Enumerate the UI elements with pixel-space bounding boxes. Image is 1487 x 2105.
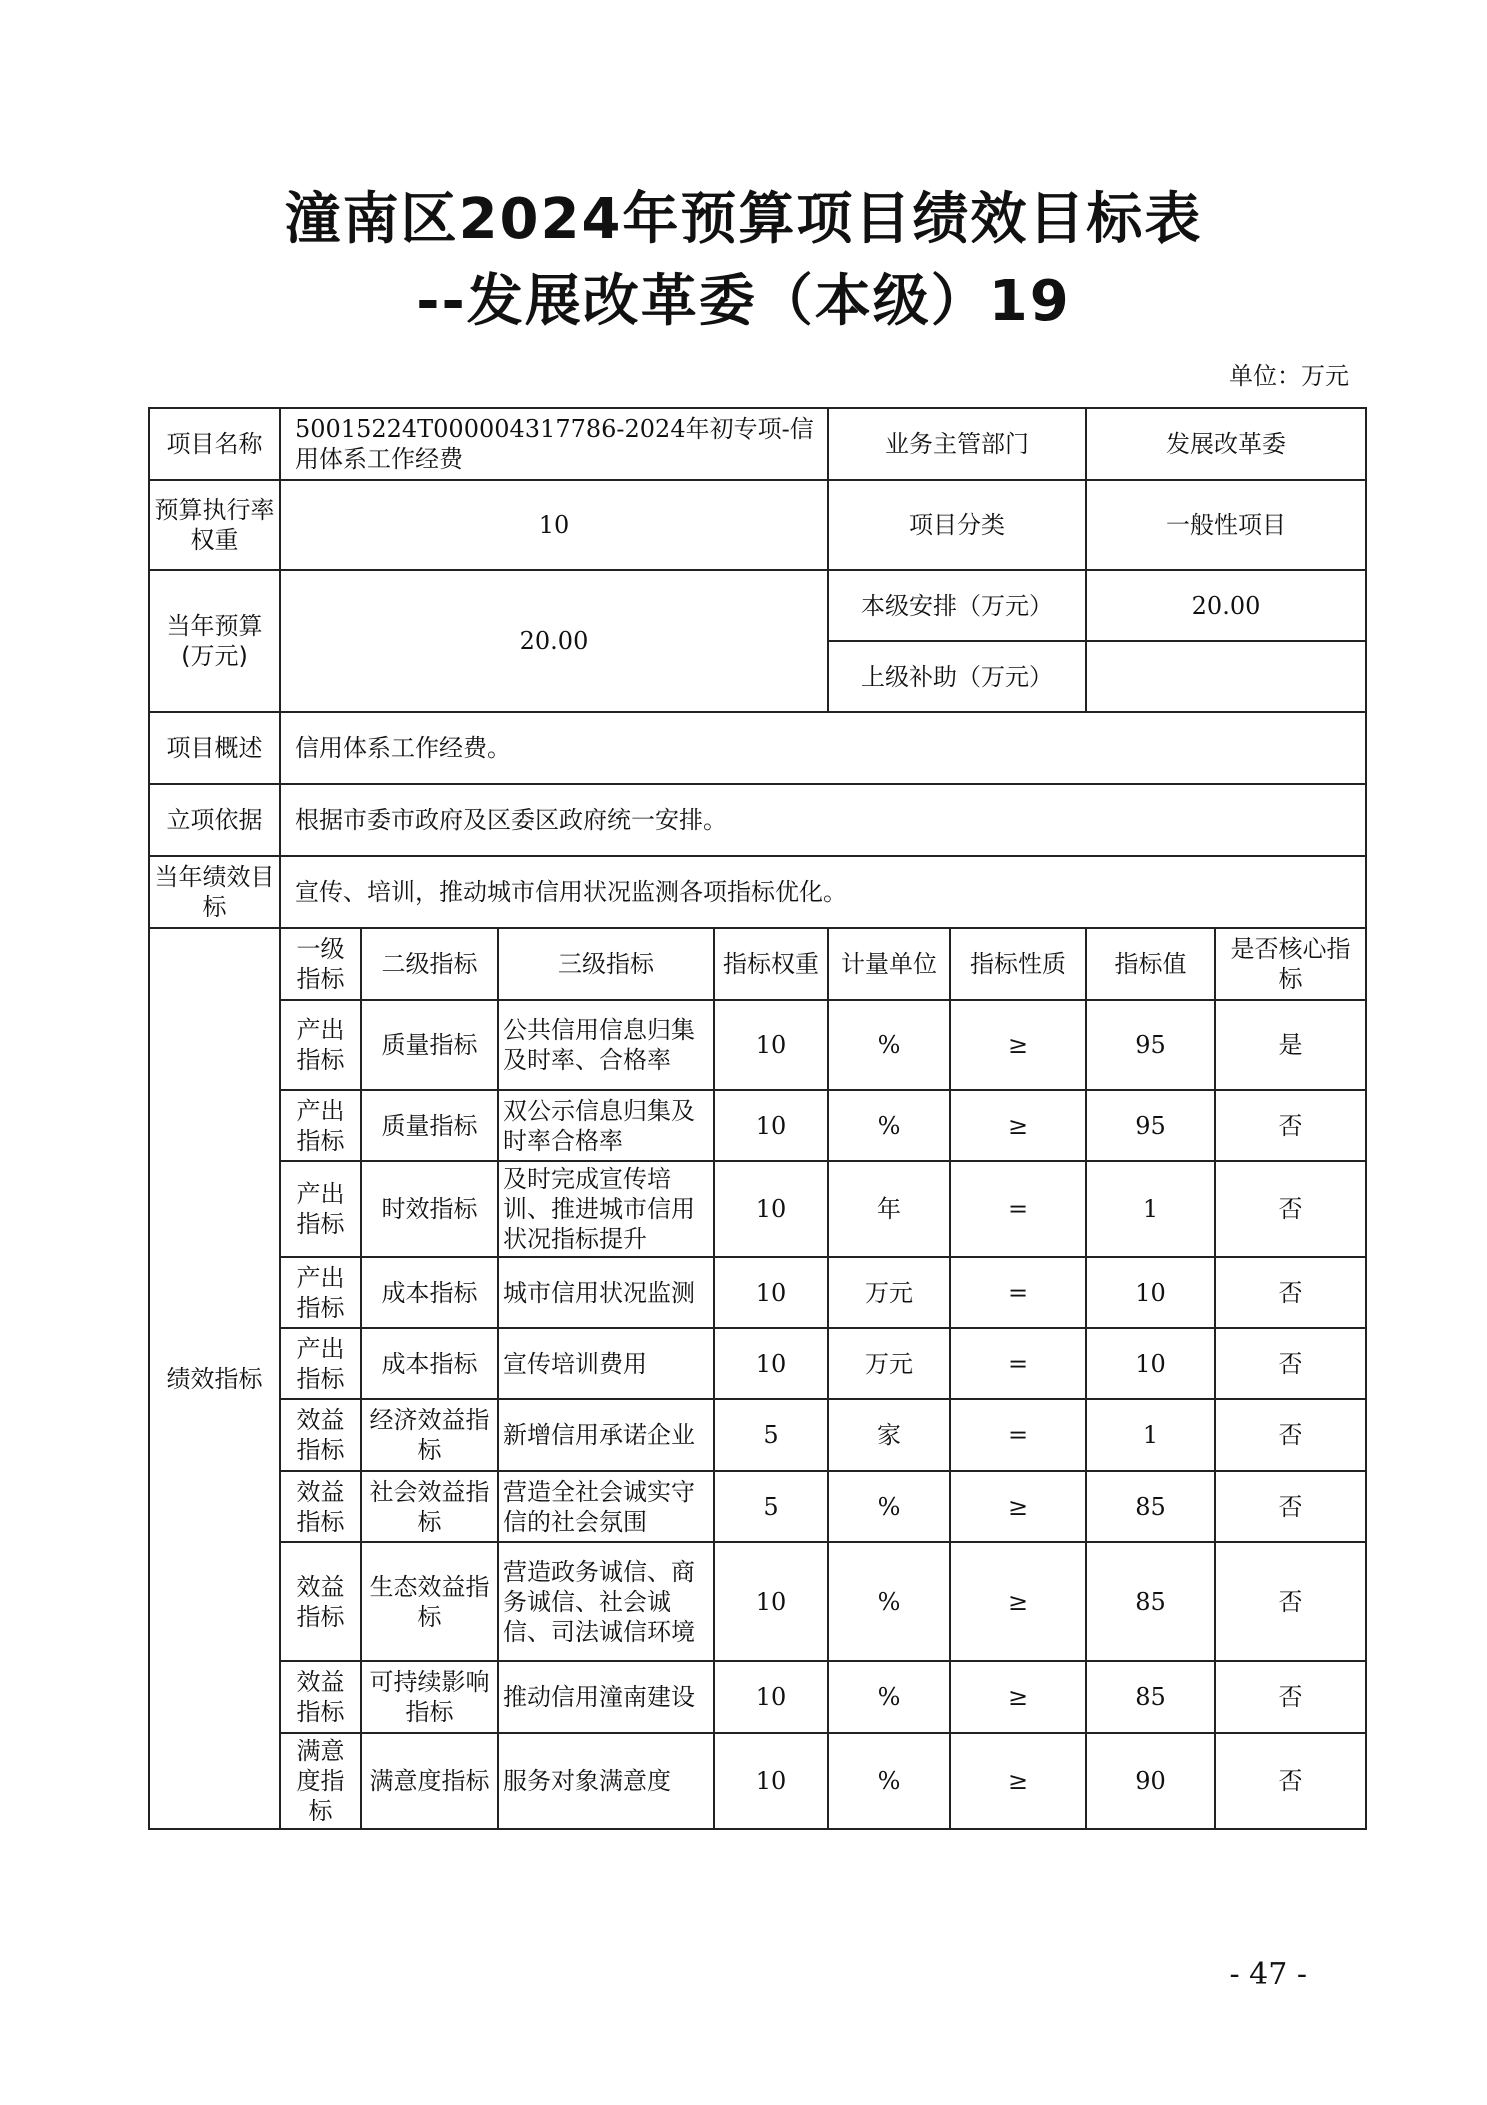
indicator-unit: 万元 — [828, 1257, 950, 1328]
indicator-value: 85 — [1086, 1471, 1215, 1542]
indicator-value: 95 — [1086, 1000, 1215, 1090]
indicator-value: 10 — [1086, 1328, 1215, 1399]
indicator-l2: 可持续影响指标 — [361, 1661, 498, 1733]
page-subtitle: --发展改革委（本级）19 — [416, 269, 1071, 334]
indicator-l3: 公共信用信息归集及时率、合格率 — [498, 1000, 714, 1090]
table-row — [149, 1000, 1366, 1090]
indicator-nature: ≥ — [950, 1733, 1086, 1829]
page-title: 潼南区2024年预算项目绩效目标表 — [284, 187, 1203, 252]
header-l2: 二级指标 — [361, 928, 498, 1000]
indicator-l2: 时效指标 — [361, 1161, 498, 1257]
indicator-l1: 效益指标 — [280, 1661, 361, 1733]
indicator-value: 10 — [1086, 1257, 1215, 1328]
indicator-unit: % — [828, 1733, 950, 1829]
indicator-unit: % — [828, 1542, 950, 1661]
indicator-nature: ≥ — [950, 1542, 1086, 1661]
indicator-unit: 万元 — [828, 1328, 950, 1399]
indicator-value: 90 — [1086, 1733, 1215, 1829]
indicator-core: 否 — [1215, 1161, 1366, 1257]
indicator-core: 是 — [1215, 1000, 1366, 1090]
indicator-l1: 效益指标 — [280, 1399, 361, 1471]
indicator-l3: 宣传培训费用 — [498, 1328, 714, 1399]
indicator-weight: 10 — [714, 1257, 828, 1328]
indicator-l3: 推动信用潼南建设 — [498, 1661, 714, 1733]
indicator-l2: 经济效益指标 — [361, 1399, 498, 1471]
category-label: 项目分类 — [828, 480, 1086, 570]
indicator-l3: 营造全社会诚实守信的社会氛围 — [498, 1471, 714, 1542]
upper-label: 上级补助（万元） — [828, 641, 1086, 712]
indicator-core: 否 — [1215, 1328, 1366, 1399]
indicator-l2: 成本指标 — [361, 1257, 498, 1328]
project-name-label: 项目名称 — [149, 408, 280, 480]
indicator-weight: 10 — [714, 1090, 828, 1161]
indicator-l3: 及时完成宣传培训、推进城市信用状况指标提升 — [498, 1161, 714, 1257]
indicator-unit: % — [828, 1661, 950, 1733]
indicator-core: 否 — [1215, 1471, 1366, 1542]
header-core: 是否核心指标 — [1215, 928, 1366, 1000]
page-number: - 47 - — [1229, 1957, 1307, 1992]
indicator-l1: 产出指标 — [280, 1000, 361, 1090]
table-row — [149, 1328, 1366, 1399]
table-row — [149, 1257, 1366, 1328]
indicator-unit: 年 — [828, 1161, 950, 1257]
project-name-value: 50015224T000004317786-2024年初专项-信用体系工作经费 — [280, 408, 828, 480]
indicator-core: 否 — [1215, 1090, 1366, 1161]
indicator-l1: 效益指标 — [280, 1471, 361, 1542]
exec-weight-value: 10 — [280, 480, 828, 570]
indicator-value: 1 — [1086, 1399, 1215, 1471]
indicator-weight: 10 — [714, 1661, 828, 1733]
indicator-l2: 成本指标 — [361, 1328, 498, 1399]
header-unit: 计量单位 — [828, 928, 950, 1000]
indicator-nature: = — [950, 1399, 1086, 1471]
indicator-l2: 质量指标 — [361, 1000, 498, 1090]
indicator-header-row — [149, 928, 1366, 1000]
budget-label: 当年预算(万元) — [149, 570, 280, 712]
indicator-value: 1 — [1086, 1161, 1215, 1257]
dept-label: 业务主管部门 — [828, 408, 1086, 480]
row-basis — [149, 784, 1366, 856]
indicator-unit: % — [828, 1090, 950, 1161]
indicator-l1: 效益指标 — [280, 1542, 361, 1661]
dept-value: 发展改革委 — [1086, 408, 1366, 480]
indicator-weight: 10 — [714, 1733, 828, 1829]
indicator-l3: 服务对象满意度 — [498, 1733, 714, 1829]
goal-label: 当年绩效目标 — [149, 856, 280, 928]
indicator-l2: 社会效益指标 — [361, 1471, 498, 1542]
indicator-l2: 满意度指标 — [361, 1733, 498, 1829]
indicator-core: 否 — [1215, 1542, 1366, 1661]
header-l1: 一级指标 — [280, 928, 361, 1000]
indicator-nature: = — [950, 1161, 1086, 1257]
local-label: 本级安排（万元） — [828, 570, 1086, 641]
table-row — [149, 1090, 1366, 1161]
indicator-l3: 新增信用承诺企业 — [498, 1399, 714, 1471]
exec-weight-label: 预算执行率权重 — [149, 480, 280, 570]
indicator-unit: % — [828, 1000, 950, 1090]
indicator-weight: 5 — [714, 1471, 828, 1542]
indicator-unit: 家 — [828, 1399, 950, 1471]
category-value: 一般性项目 — [1086, 480, 1366, 570]
row-project-name — [149, 408, 1366, 480]
indicator-nature: ≥ — [950, 1090, 1086, 1161]
unit-label: 单位：万元 — [1229, 362, 1349, 390]
indicator-weight: 5 — [714, 1399, 828, 1471]
indicator-unit: % — [828, 1471, 950, 1542]
row-budget-local — [149, 570, 1366, 641]
header-nature: 指标性质 — [950, 928, 1086, 1000]
table-row — [149, 1471, 1366, 1542]
perf-label: 绩效指标 — [149, 928, 280, 1829]
header-value: 指标值 — [1086, 928, 1215, 1000]
indicator-l2: 生态效益指标 — [361, 1542, 498, 1661]
indicator-value: 85 — [1086, 1542, 1215, 1661]
indicator-l3: 营造政务诚信、商务诚信、社会诚信、司法诚信环境 — [498, 1542, 714, 1661]
indicator-l1: 满意度指标 — [280, 1733, 361, 1829]
indicator-value: 95 — [1086, 1090, 1215, 1161]
table-row — [149, 1161, 1366, 1257]
indicator-value: 85 — [1086, 1661, 1215, 1733]
overview-value: 信用体系工作经费。 — [280, 712, 1366, 784]
indicator-l1: 产出指标 — [280, 1328, 361, 1399]
indicator-weight: 10 — [714, 1000, 828, 1090]
indicator-core: 否 — [1215, 1257, 1366, 1328]
indicator-nature: = — [950, 1257, 1086, 1328]
indicator-nature: ≥ — [950, 1471, 1086, 1542]
indicator-l2: 质量指标 — [361, 1090, 498, 1161]
row-exec-weight — [149, 480, 1366, 570]
header-l3: 三级指标 — [498, 928, 714, 1000]
performance-table — [148, 407, 1367, 1830]
table-row — [149, 1399, 1366, 1471]
budget-value: 20.00 — [280, 570, 828, 712]
row-overview — [149, 712, 1366, 784]
indicator-weight: 10 — [714, 1328, 828, 1399]
indicator-core: 否 — [1215, 1399, 1366, 1471]
goal-value: 宣传、培训，推动城市信用状况监测各项指标优化。 — [280, 856, 1366, 928]
indicator-l3: 双公示信息归集及时率合格率 — [498, 1090, 714, 1161]
local-value: 20.00 — [1086, 570, 1366, 641]
overview-label: 项目概述 — [149, 712, 280, 784]
table-row — [149, 1542, 1366, 1661]
indicator-nature: = — [950, 1328, 1086, 1399]
row-goal — [149, 856, 1366, 928]
table-row — [149, 1661, 1366, 1733]
basis-label: 立项依据 — [149, 784, 280, 856]
indicator-nature: ≥ — [950, 1661, 1086, 1733]
indicator-nature: ≥ — [950, 1000, 1086, 1090]
indicator-l1: 产出指标 — [280, 1257, 361, 1328]
indicator-core: 否 — [1215, 1733, 1366, 1829]
header-weight: 指标权重 — [714, 928, 828, 1000]
indicator-weight: 10 — [714, 1542, 828, 1661]
indicator-l3: 城市信用状况监测 — [498, 1257, 714, 1328]
basis-value: 根据市委市政府及区委区政府统一安排。 — [280, 784, 1366, 856]
table-row — [149, 1733, 1366, 1829]
indicator-l1: 产出指标 — [280, 1090, 361, 1161]
indicator-core: 否 — [1215, 1661, 1366, 1733]
upper-value — [1086, 641, 1366, 712]
indicator-l1: 产出指标 — [280, 1161, 361, 1257]
indicator-weight: 10 — [714, 1161, 828, 1257]
